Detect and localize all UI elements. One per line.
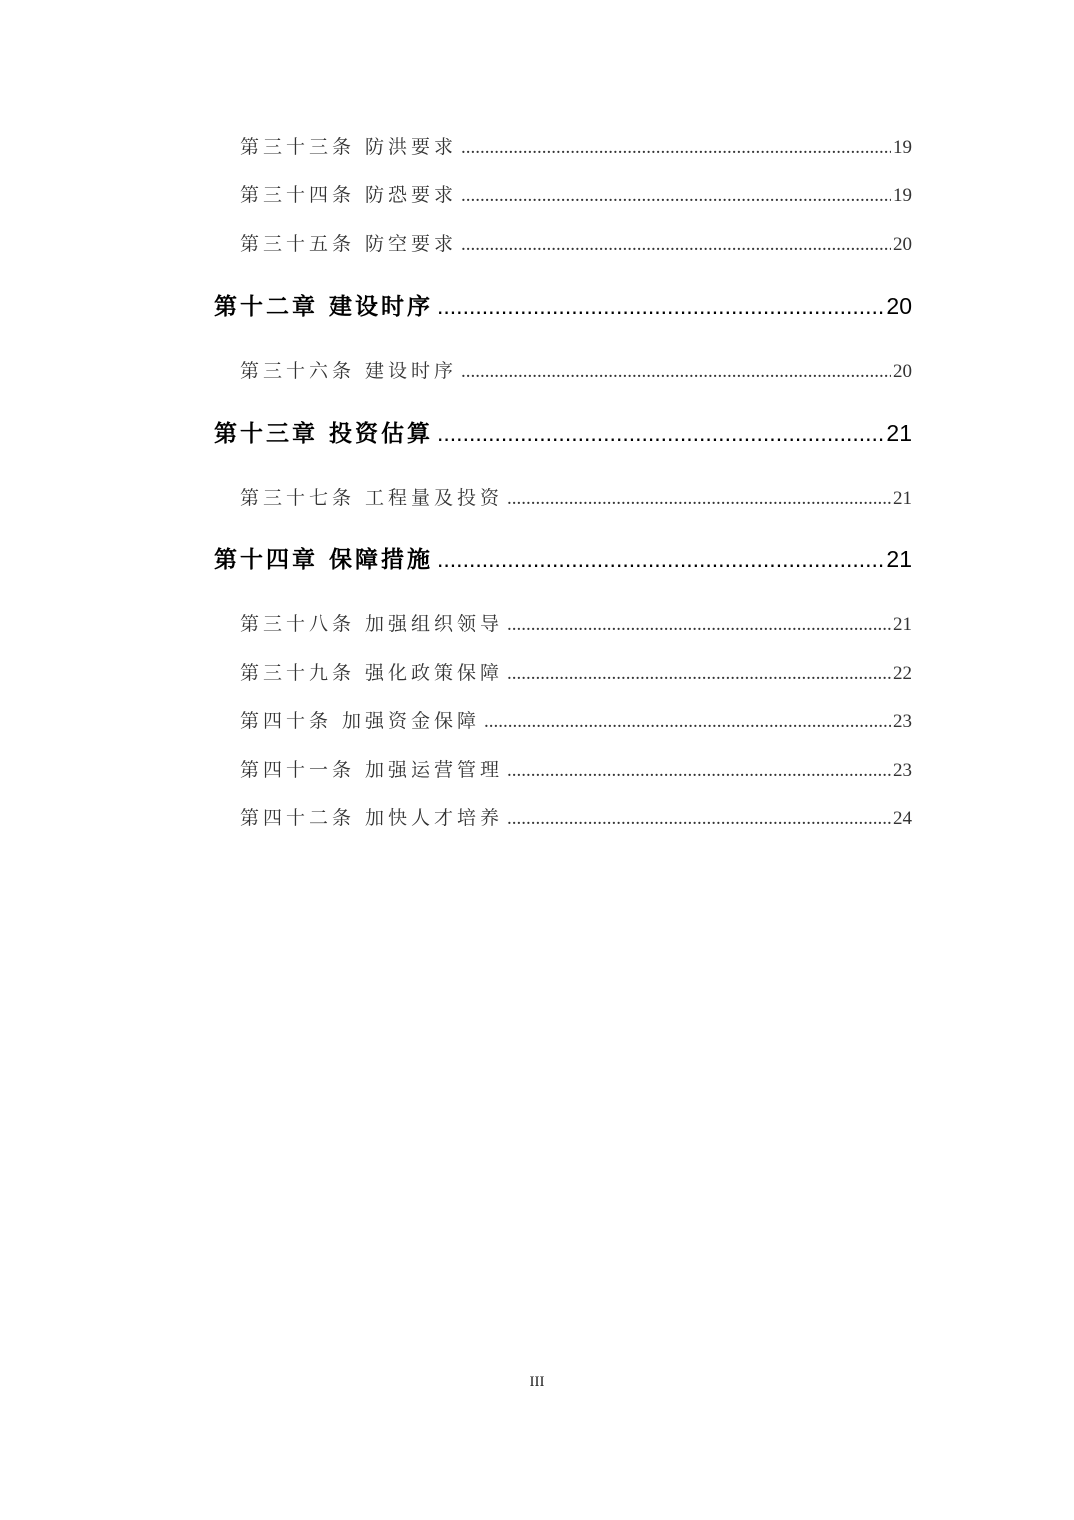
dot-leader xyxy=(437,293,884,320)
toc-entry-article-34[interactable] xyxy=(240,180,912,207)
dot-leader xyxy=(461,234,891,256)
dot-leader xyxy=(437,420,884,447)
dot-leader xyxy=(461,137,891,159)
toc-entry-page: 20 xyxy=(893,234,912,255)
toc-entry-article-33[interactable] xyxy=(240,132,912,159)
toc-entry-article-42[interactable] xyxy=(240,803,912,830)
toc-entry-chapter-13[interactable] xyxy=(214,415,912,448)
toc-entry-page: 24 xyxy=(893,808,912,829)
dot-leader xyxy=(507,614,891,636)
toc-entry-page: 21 xyxy=(886,546,912,572)
toc-entry-page: 21 xyxy=(886,420,912,446)
toc-entry-label: 第十三章 投资估算 xyxy=(214,421,434,447)
toc-entry-article-35[interactable] xyxy=(240,229,912,256)
toc-entry-label: 第四十一条 加强运营管理 xyxy=(240,759,504,781)
toc-entry-label: 第三十六条 建设时序 xyxy=(240,360,458,382)
toc-entry-page: 23 xyxy=(893,711,912,732)
toc-entry-page: 19 xyxy=(893,185,912,206)
page-number-footer: III xyxy=(529,1374,545,1390)
toc-entry-chapter-12[interactable] xyxy=(214,288,912,321)
dot-leader xyxy=(507,488,891,510)
dot-leader xyxy=(507,808,891,830)
toc-entry-article-39[interactable] xyxy=(240,658,912,685)
toc-entry-label: 第三十三条 防洪要求 xyxy=(240,136,458,158)
dot-leader xyxy=(437,546,884,573)
toc-entry-page: 21 xyxy=(893,614,912,635)
toc-entry-page: 19 xyxy=(893,137,912,158)
toc-entry-label: 第三十七条 工程量及投资 xyxy=(240,487,504,509)
toc-entry-article-38[interactable] xyxy=(240,609,912,636)
dot-leader xyxy=(484,711,891,733)
toc-entry-label: 第四十条 加强资金保障 xyxy=(240,710,481,732)
toc-entry-page: 21 xyxy=(893,488,912,509)
toc-entry-label: 第三十九条 强化政策保障 xyxy=(240,662,504,684)
toc-entry-page: 23 xyxy=(893,760,912,781)
toc-entry-article-41[interactable] xyxy=(240,755,912,782)
toc-entry-label: 第十四章 保障措施 xyxy=(214,547,434,573)
toc-entry-page: 22 xyxy=(893,663,912,684)
toc-entry-page: 20 xyxy=(886,293,912,319)
toc-entry-article-36[interactable] xyxy=(240,356,912,383)
toc-entry-label: 第十二章 建设时序 xyxy=(214,294,434,320)
toc-entry-page: 20 xyxy=(893,361,912,382)
dot-leader xyxy=(507,663,891,685)
dot-leader xyxy=(461,185,891,207)
toc-entry-label: 第四十二条 加快人才培养 xyxy=(240,807,504,829)
toc-entry-label: 第三十四条 防恐要求 xyxy=(240,184,458,206)
toc-entry-label: 第三十五条 防空要求 xyxy=(240,233,458,255)
toc-entry-article-37[interactable] xyxy=(240,483,912,510)
toc-entry-article-40[interactable] xyxy=(240,706,912,733)
dot-leader xyxy=(461,361,891,383)
dot-leader xyxy=(507,760,891,782)
toc-entry-chapter-14[interactable] xyxy=(214,541,912,574)
toc-entry-label: 第三十八条 加强组织领导 xyxy=(240,613,504,635)
